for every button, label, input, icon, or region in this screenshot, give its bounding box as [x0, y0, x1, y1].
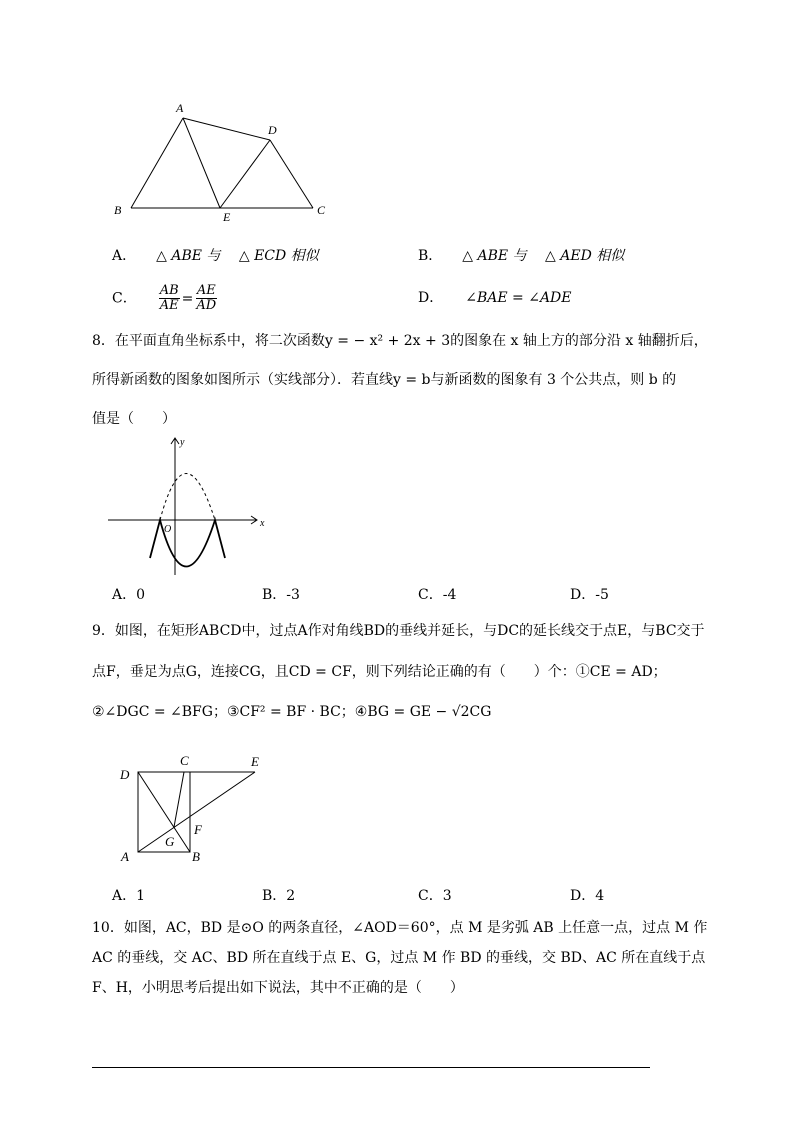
- q7-label-b: B: [114, 203, 122, 217]
- q10-line-1: 10．如图，AC，BD 是⊙O 的两条直径，∠AOD＝60°，点 M 是劣弧 AB 上任意一点，过点 M 作: [92, 920, 708, 936]
- q7-label-e: E: [223, 210, 231, 224]
- q9-option-b[interactable]: B．2: [262, 888, 296, 904]
- q8-option-d[interactable]: D．-5: [570, 587, 609, 603]
- q9-label-c: C: [180, 753, 189, 768]
- q8-line-3: 值是（ ）: [92, 411, 176, 427]
- q9-label-d: D: [120, 767, 130, 782]
- q7-option-c-fraction-right: $\frac{AE}{AD}$: [196, 283, 217, 313]
- q8-option-a[interactable]: A．0: [112, 587, 146, 603]
- q9-line-2: 点F，垂足为点G，连接CG，且CD = CF，则下列结论正确的有（ ）个：①CE = AD；: [92, 664, 667, 680]
- q7-option-a-label: A．: [112, 248, 137, 264]
- q8-x-axis-label: x: [260, 518, 265, 529]
- q9-line-1: 9．如图，在矩形ABCD中，过点A作对角线BD的垂线并延长，与DC的延长线交于点E，与BC交于: [92, 623, 705, 639]
- q9-label-e: E: [251, 754, 259, 769]
- q7-label-c: C: [317, 203, 326, 217]
- q9-figure: [115, 748, 275, 868]
- q7-option-b-label: B．: [418, 248, 443, 264]
- q9-option-d[interactable]: D．4: [570, 888, 605, 904]
- q10-line-3: F、H，小明思考后提出如下说法，其中不正确的是（ ）: [92, 980, 464, 996]
- q8-line-2: 所得新函数的图象如图所示（实线部分）．若直线y = b与新函数的图象有 3 个公共点，则 b 的: [92, 372, 677, 388]
- q7-option-b[interactable]: [418, 246, 624, 266]
- q7-option-d[interactable]: [418, 288, 572, 308]
- q10-line-2: AC 的垂线，交 AC、BD 所在直线于点 E、G，过点 M 作 BD 的垂线，交 BD、AC 所在直线于点: [92, 950, 706, 966]
- footer-rule: [92, 1067, 650, 1068]
- q9-label-b: B: [192, 849, 200, 864]
- q8-option-c[interactable]: C．-4: [418, 587, 457, 603]
- q9-label-a: A: [121, 849, 129, 864]
- q7-option-c[interactable]: C． $\frac{AB}{AE}$ = $\frac{AE}{AD}$: [112, 283, 217, 313]
- q7-option-a[interactable]: [112, 246, 319, 266]
- q7-option-d-text: ∠BAE = ∠ADE: [465, 290, 572, 306]
- q7-option-b-text: △ ABE 与 △ AED 相似: [462, 248, 625, 264]
- q7-option-c-fraction-left: $\frac{AB}{AE}$: [159, 283, 179, 313]
- q9-option-a[interactable]: A．1: [112, 888, 146, 904]
- q9-line-3: ②∠DGC = ∠BFG；③CF² = BF · BC；④BG = GE − √2CG: [92, 704, 492, 720]
- q8-option-b[interactable]: B．-3: [262, 587, 300, 603]
- q7-label-a: A: [176, 101, 184, 115]
- q9-option-c[interactable]: C．3: [418, 888, 452, 904]
- q7-label-d: D: [268, 123, 277, 137]
- q7-option-d-label: D．: [418, 290, 444, 306]
- q9-label-f: F: [194, 822, 202, 837]
- q7-option-a-text: △ ABE 与 △ ECD 相似: [156, 248, 319, 264]
- q8-line-1: 8．在平面直角坐标系中，将二次函数y = − x² + 2x + 3的图象在 x 轴上方的部分沿 x 轴翻折后，: [92, 333, 708, 349]
- q9-label-g: G: [165, 834, 175, 849]
- q8-graph: [105, 433, 270, 578]
- q7-option-c-label: C．: [112, 290, 137, 307]
- q8-y-axis-label: y: [180, 437, 185, 448]
- q8-origin-label: O: [164, 524, 172, 535]
- q7-figure: [108, 95, 338, 225]
